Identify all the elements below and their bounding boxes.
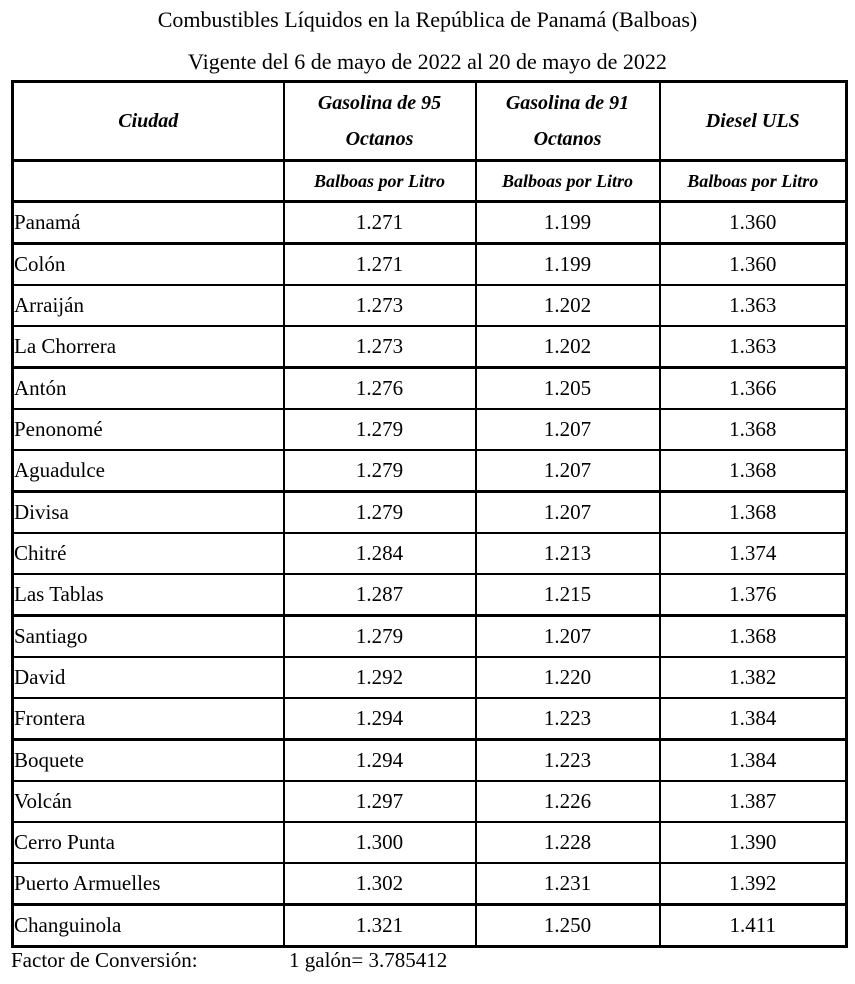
price-cell-g91: 1.202 <box>476 326 660 368</box>
city-cell: Santiago <box>13 616 284 658</box>
price-cell-g91: 1.223 <box>476 698 660 740</box>
price-cell-g95: 1.297 <box>284 781 476 822</box>
city-cell: Frontera <box>13 698 284 740</box>
units-cell-g91: Balboas por Litro <box>476 161 660 202</box>
price-cell-diesel: 1.374 <box>660 533 847 574</box>
price-cell-g91: 1.228 <box>476 822 660 863</box>
price-cell-g95: 1.279 <box>284 409 476 450</box>
price-cell-g91: 1.207 <box>476 450 660 492</box>
units-cell-diesel: Balboas por Litro <box>660 161 847 202</box>
table-header-row <box>13 82 847 161</box>
price-cell-g95: 1.294 <box>284 740 476 782</box>
table-row <box>13 574 847 616</box>
prices-table <box>11 80 848 948</box>
price-cell-g91: 1.202 <box>476 285 660 326</box>
page-subtitle: Vigente del 6 de mayo de 2022 al 20 de mayo de 2022 <box>188 49 667 74</box>
city-cell: Las Tablas <box>13 574 284 616</box>
price-cell-g91: 1.205 <box>476 368 660 410</box>
table-row <box>13 450 847 492</box>
units-empty-cell <box>13 161 284 202</box>
page-title: Combustibles Líquidos en la República de Panamá (Balboas) <box>157 7 698 32</box>
header-diesel <box>660 82 847 161</box>
price-cell-diesel: 1.368 <box>660 450 847 492</box>
price-cell-g91: 1.207 <box>476 409 660 450</box>
table-row <box>13 244 847 286</box>
price-cell-diesel: 1.376 <box>660 574 847 616</box>
city-cell: Aguadulce <box>13 450 284 492</box>
price-cell-diesel: 1.368 <box>660 616 847 658</box>
table-row <box>13 657 847 698</box>
price-cell-diesel: 1.363 <box>660 326 847 368</box>
price-cell-g91: 1.223 <box>476 740 660 782</box>
price-cell-diesel: 1.363 <box>660 285 847 326</box>
city-cell: Volcán <box>13 781 284 822</box>
price-cell-diesel: 1.411 <box>660 905 847 947</box>
header-g91-line2: Octanos <box>533 128 602 150</box>
price-cell-g95: 1.271 <box>284 202 476 244</box>
header-g95-line1: Gasolina de 95 <box>317 92 442 114</box>
table-row <box>13 492 847 534</box>
price-cell-g95: 1.287 <box>284 574 476 616</box>
header-diesel-label: Diesel ULS <box>705 110 800 132</box>
city-cell: Colón <box>13 244 284 286</box>
price-cell-g95: 1.321 <box>284 905 476 947</box>
table-row <box>13 781 847 822</box>
conversion-label: Factor de Conversión: <box>11 948 198 972</box>
price-cell-g95: 1.276 <box>284 368 476 410</box>
price-cell-g95: 1.302 <box>284 863 476 905</box>
price-cell-g91: 1.226 <box>476 781 660 822</box>
table-row <box>13 368 847 410</box>
table-row <box>13 533 847 574</box>
price-cell-diesel: 1.384 <box>660 740 847 782</box>
city-cell: Changuinola <box>13 905 284 947</box>
price-cell-g91: 1.199 <box>476 244 660 286</box>
table-row <box>13 740 847 782</box>
city-cell: Chitré <box>13 533 284 574</box>
city-cell: Puerto Armuelles <box>13 863 284 905</box>
table-units-row <box>13 161 847 202</box>
city-cell: Cerro Punta <box>13 822 284 863</box>
city-cell: Divisa <box>13 492 284 534</box>
table-row <box>13 285 847 326</box>
header-gasolina-91 <box>476 82 660 161</box>
price-cell-g95: 1.279 <box>284 492 476 534</box>
price-cell-diesel: 1.384 <box>660 698 847 740</box>
price-cell-g91: 1.207 <box>476 492 660 534</box>
table-row <box>13 616 847 658</box>
table-row <box>13 905 847 947</box>
price-cell-g95: 1.279 <box>284 450 476 492</box>
price-cell-g95: 1.294 <box>284 698 476 740</box>
price-cell-g91: 1.250 <box>476 905 660 947</box>
price-cell-diesel: 1.390 <box>660 822 847 863</box>
price-cell-g95: 1.284 <box>284 533 476 574</box>
price-cell-g91: 1.213 <box>476 533 660 574</box>
price-cell-g91: 1.207 <box>476 616 660 658</box>
city-cell: David <box>13 657 284 698</box>
table-row <box>13 202 847 244</box>
header-g95-line2: Octanos <box>345 128 414 150</box>
table-row <box>13 822 847 863</box>
city-cell: Panamá <box>13 202 284 244</box>
price-cell-diesel: 1.392 <box>660 863 847 905</box>
price-cell-g91: 1.199 <box>476 202 660 244</box>
price-cell-diesel: 1.360 <box>660 244 847 286</box>
city-cell: La Chorrera <box>13 326 284 368</box>
city-cell: Penonomé <box>13 409 284 450</box>
price-cell-diesel: 1.368 <box>660 409 847 450</box>
header-g91-line1: Gasolina de 91 <box>505 92 630 114</box>
price-cell-g91: 1.220 <box>476 657 660 698</box>
table-row <box>13 863 847 905</box>
price-cell-diesel: 1.382 <box>660 657 847 698</box>
price-cell-g95: 1.279 <box>284 616 476 658</box>
table-row <box>13 326 847 368</box>
table-row <box>13 698 847 740</box>
conversion-value: 1 galón= 3.785412 <box>289 948 448 972</box>
header-city <box>13 82 284 161</box>
header-city-label: Ciudad <box>118 110 179 132</box>
city-cell: Arraiján <box>13 285 284 326</box>
table-row <box>13 409 847 450</box>
header-gasolina-95 <box>284 82 476 161</box>
city-cell: Antón <box>13 368 284 410</box>
price-cell-diesel: 1.368 <box>660 492 847 534</box>
price-cell-g91: 1.215 <box>476 574 660 616</box>
price-cell-g91: 1.231 <box>476 863 660 905</box>
table-body <box>13 202 847 947</box>
conversion-factor <box>11 948 447 973</box>
price-cell-g95: 1.273 <box>284 285 476 326</box>
price-cell-diesel: 1.366 <box>660 368 847 410</box>
price-cell-g95: 1.300 <box>284 822 476 863</box>
price-cell-diesel: 1.387 <box>660 781 847 822</box>
units-cell-g95: Balboas por Litro <box>284 161 476 202</box>
price-cell-diesel: 1.360 <box>660 202 847 244</box>
city-cell: Boquete <box>13 740 284 782</box>
price-cell-g95: 1.273 <box>284 326 476 368</box>
price-cell-g95: 1.271 <box>284 244 476 286</box>
price-cell-g95: 1.292 <box>284 657 476 698</box>
